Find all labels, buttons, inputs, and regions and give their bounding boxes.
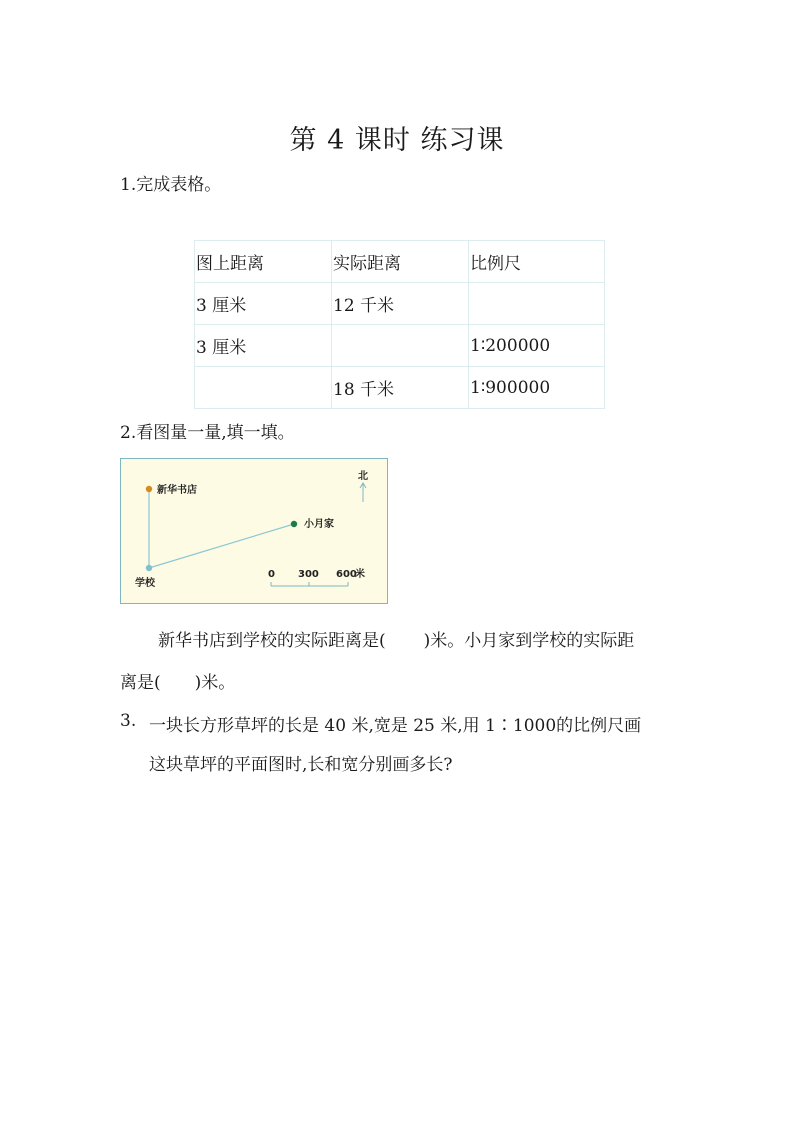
table-header-cell: 实际距离 (332, 241, 469, 283)
scale-unit-label: 米 (355, 569, 365, 580)
table-cell: 1∶900000 (469, 367, 605, 409)
scale-tick-label: 600 (336, 569, 357, 580)
table-cell-blank[interactable] (195, 367, 332, 409)
table-row (195, 283, 605, 325)
table-cell-blank[interactable] (469, 283, 605, 325)
table-row (195, 367, 605, 409)
question-2-text: )米。 (194, 673, 236, 693)
question-2-line-2 (120, 668, 235, 693)
question-1-heading: 1.完成表格。 (120, 175, 222, 195)
school-point (146, 565, 152, 571)
scale-tick-label: 0 (268, 569, 275, 580)
table-cell: 12 千米 (332, 283, 469, 325)
question-3-line-2: 这块草坪的平面图时,长和宽分别画多长? (149, 755, 453, 775)
question-2-text: 新华书店到学校的实际距离是( (158, 631, 386, 651)
table-header-cell: 比例尺 (469, 241, 605, 283)
north-label: 北 (358, 471, 368, 482)
map-figure (120, 458, 388, 604)
question-3-number: 3. (120, 711, 137, 731)
table-cell: 18 千米 (332, 367, 469, 409)
question-2-heading: 2.看图量一量,填一填。 (120, 423, 295, 443)
question-2-text: )米。小月家到学校的实际距 (423, 631, 635, 651)
table-cell: 3 厘米 (195, 283, 332, 325)
table-header-cell: 图上距离 (195, 241, 332, 283)
page-title: 第 4 课时 练习课 (289, 125, 505, 156)
home-label: 小月家 (304, 519, 334, 530)
map-frame (121, 459, 388, 604)
school-label: 学校 (135, 578, 155, 589)
home-point (291, 521, 297, 527)
table-cell-blank[interactable] (332, 325, 469, 367)
bookstore-point (146, 486, 152, 492)
table-row (195, 325, 605, 367)
table-header-row (195, 241, 605, 283)
question-2-line-1 (158, 626, 634, 651)
question-3-line-1: 一块长方形草坪的长是 40 米,宽是 25 米,用 1∶1000的比例尺画 (149, 716, 642, 736)
table-cell: 1∶200000 (469, 325, 605, 367)
distance-table (194, 240, 605, 409)
question-2-text: 离是( (120, 673, 161, 693)
table-cell: 3 厘米 (195, 325, 332, 367)
scale-tick-label: 300 (298, 569, 319, 580)
bookstore-label: 新华书店 (157, 485, 197, 496)
